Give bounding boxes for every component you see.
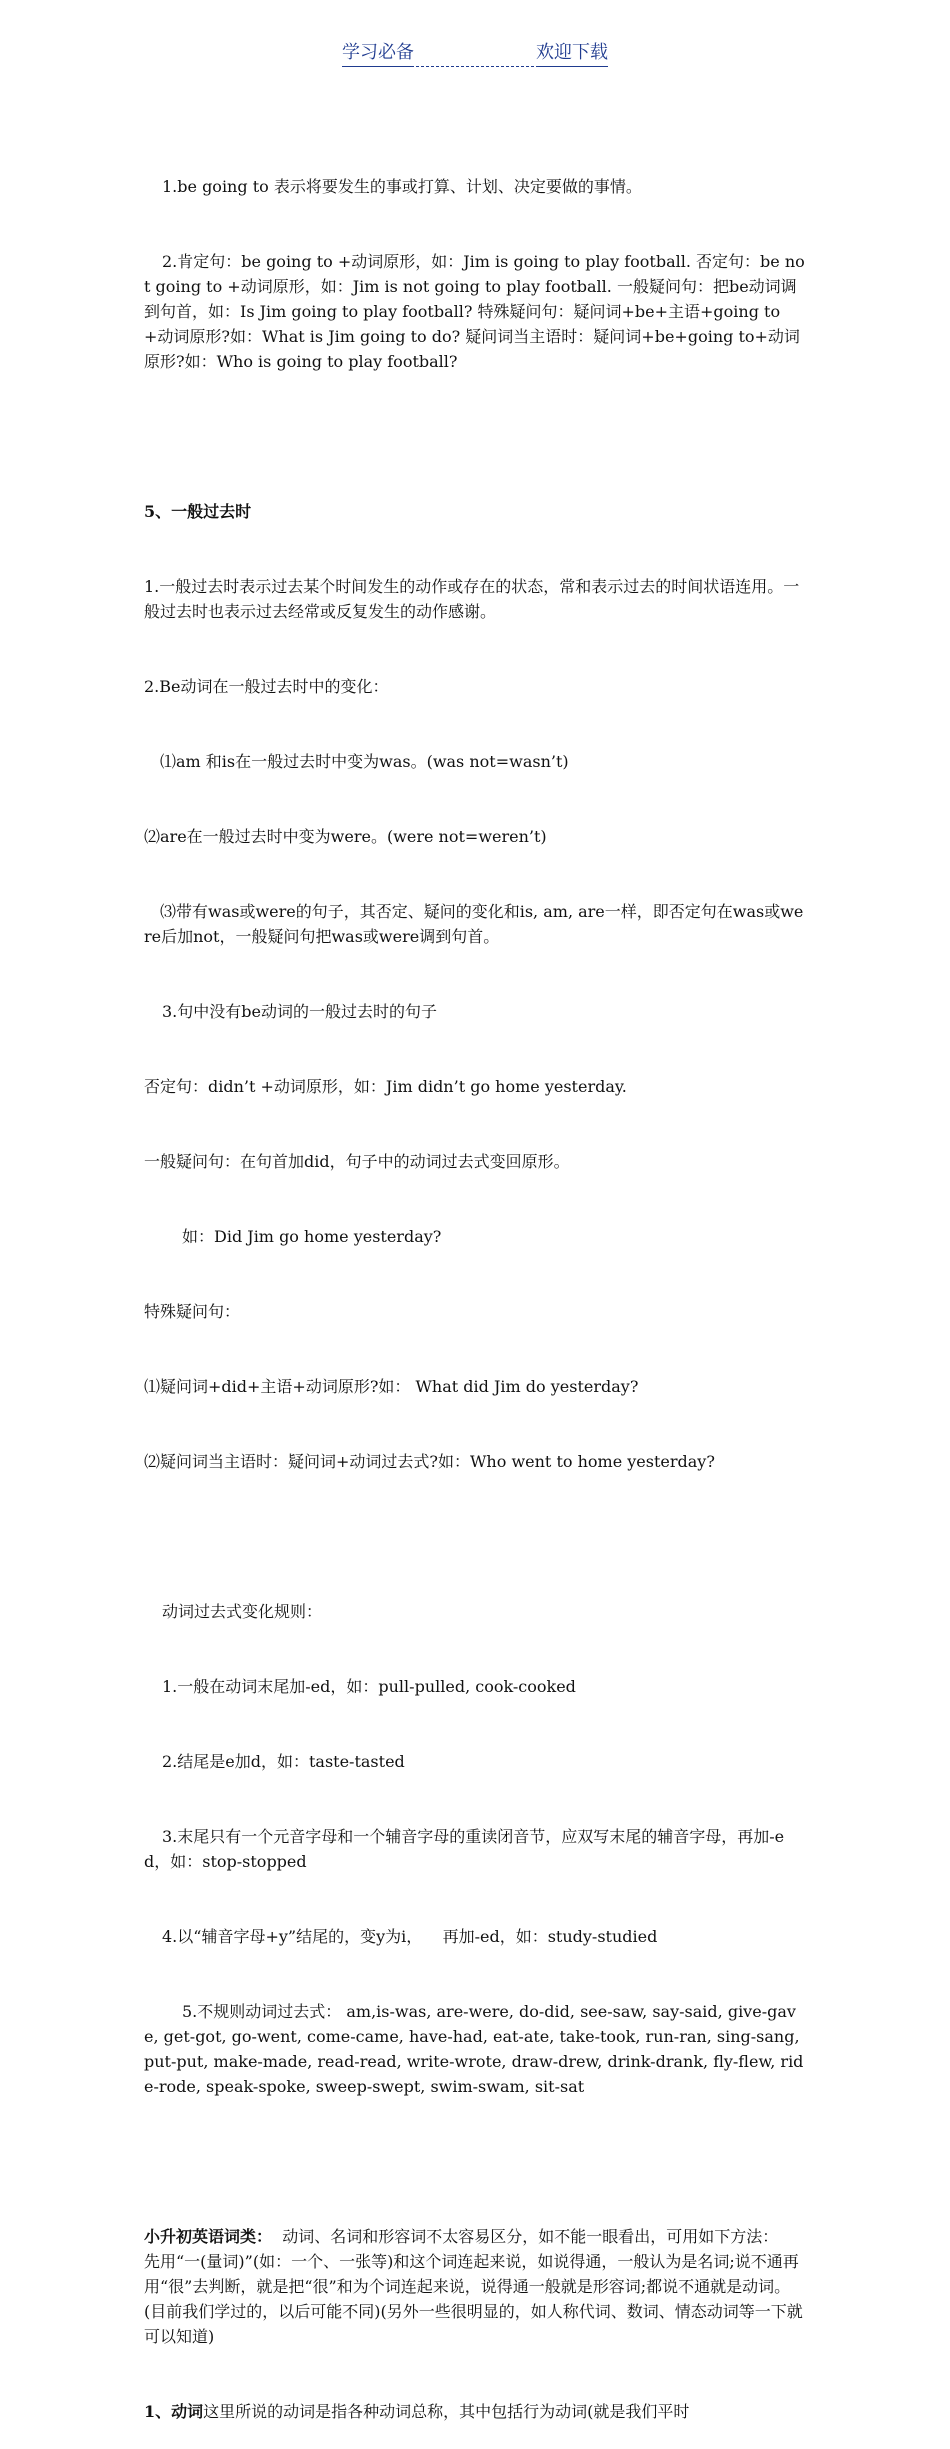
special-question-heading: 特殊疑问句： [144, 1302, 241, 1321]
past-tense-definition: 1.一般过去时表示过去某个时间发生的动作或存在的状态，常和表示过去的时间状语连用。一般过去时也表示过去经常或反复发生的动作感谢。 [144, 577, 800, 621]
verb-section-text: 这里所说的动词是指各种动词总称，其中包括行为动词(就是我们平时 [203, 2402, 690, 2421]
general-question-rule: 一般疑问句：在句首加did，句子中的动词过去式变回原形。 [144, 1152, 570, 1171]
was-were-sentence-rule: ⑶带有was或were的句子，其否定、疑问的变化和is, am, are一样，即否定句在was或were后加not，一般疑问句把was或were调到句首。 [144, 902, 804, 946]
spacer [144, 1524, 808, 1549]
negative-sentence-rule: 否定句：didn’t +动词原形，如：Jim didn’t go home yesterday. [144, 1077, 627, 1096]
past-form-rule-1: 1.一般在动词末尾加-ed，如：pull-pulled, cook-cooked [162, 1677, 576, 1696]
irregular-verbs-list: 5.不规则动词过去式： am,is-was, are-were, do-did, see-saw, say-said, give-gave, get-got, go-went, come-came, have-had, eat-ate, take-took, run-ran, sing-sang, put-put, make-made, read-read, write-wrote, draw-drew, drink-drank, fly-flew, ride-rode, speak-spoke, sweep-swept, swim-swam, sit-sat [144, 2002, 805, 2096]
past-form-rules-heading: 动词过去式变化规则： [162, 1602, 323, 1621]
word-class-paragraph [144, 2224, 808, 2349]
header-right-text: 欢迎下载 [536, 38, 608, 67]
word-class-heading: 小升初英语词类： [144, 2227, 273, 2246]
spacer [144, 424, 808, 449]
past-form-rule-4: 4.以“辅音字母+y”结尾的，变y为i， 再加-ed，如：study-studied [162, 1927, 658, 1946]
header-left-text: 学习必备 [342, 38, 414, 67]
am-is-rule: ⑴am 和is在一般过去时中变为was。(was not=wasn’t) [160, 752, 569, 771]
verb-section-heading: 1、动词 [144, 2402, 204, 2421]
be-verb-change-heading: 2.Be动词在一般过去时中的变化： [144, 677, 389, 696]
spacer [144, 2149, 808, 2174]
be-going-to-sentence-patterns: 2.肯定句：be going to +动词原形，如：Jim is going to play football. 否定句：be not going to +动词原形，如：Jim is not going to play football. 一般疑问句：把be动词调到句首，如：Is Jim going to play football? 特殊疑问句：疑问词+be+主语+going to+动词原形?如：What is Jim going to do? 疑问词当主语时：疑问词+be+going to+动词原形?如：Who is going to play football? [144, 252, 805, 371]
be-going-to-definition: 1.be going to 表示将要发生的事或打算、计划、决定要做的事情。 [162, 177, 642, 196]
special-question-rule-1: ⑴疑问词+did+主语+动词原形?如： What did Jim do yesterday? [144, 1377, 639, 1396]
page-header [0, 38, 950, 67]
section-heading-past-tense: 5、一般过去时 [144, 502, 252, 521]
no-be-verb-heading: 3.句中没有be动词的一般过去时的句子 [162, 1002, 437, 1021]
special-question-rule-2: ⑵疑问词当主语时：疑问词+动词过去式?如：Who went to home yesterday? [144, 1452, 715, 1471]
header-divider-line [416, 66, 534, 67]
verb-section-paragraph [144, 2399, 808, 2424]
are-rule: ⑵are在一般过去时中变为were。(were not=weren’t) [144, 827, 547, 846]
past-form-rule-3: 3.末尾只有一个元音字母和一个辅音字母的重读闭音节，应双写末尾的辅音字母，再加-ed，如：stop-stopped [144, 1827, 785, 1871]
general-question-example: 如：Did Jim go home yesterday? [182, 1227, 442, 1246]
document-body [144, 124, 808, 2449]
word-class-text: 动词、名词和形容词不太容易区分，如不能一眼看出，可用如下方法： 先用“一(量词)”(如：一个、一张等)和这个词连起来说，如说得通，一般认为是名词;说不通再用“很”去判断，就是把“很”和为个词连起来说，说得通一般就是形容词;都说不通就是动词。(目前我们学过的，以后可能不同)(另外一些很明显的，如人称代词、数词、情态动词等一下就可以知道) [144, 2227, 803, 2346]
past-form-rule-2: 2.结尾是e加d，如：taste-tasted [162, 1752, 405, 1771]
